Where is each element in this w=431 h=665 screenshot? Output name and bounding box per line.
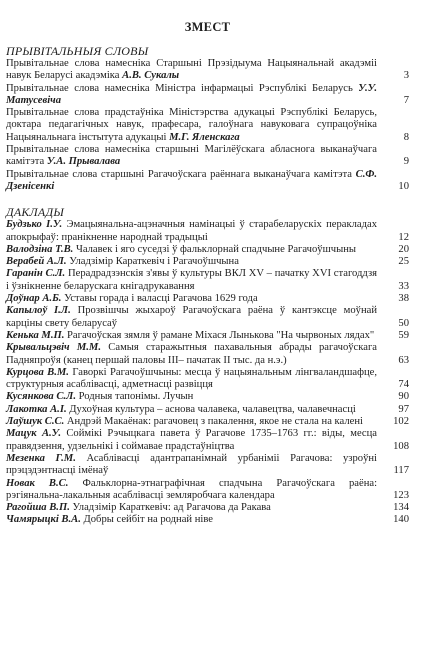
- page-number: 59: [398, 329, 409, 341]
- page-title: ЗМЕСТ: [184, 20, 231, 34]
- reports-heading: ДАКЛАДЫ: [6, 205, 65, 220]
- page-number: 12: [398, 231, 409, 243]
- page-number: 102: [393, 416, 409, 428]
- page-number: 117: [393, 465, 409, 477]
- toc-entry: [6, 268, 409, 293]
- entry-text: [6, 478, 383, 503]
- toc-entry: [6, 453, 409, 478]
- page-number: 7: [403, 94, 409, 106]
- greetings-heading: ПРЫВІТАЛЬНЫЯ СЛОВЫ: [6, 44, 149, 58]
- entry-text: [6, 219, 383, 244]
- page-number: 97: [398, 403, 409, 415]
- entry-text: [6, 144, 383, 169]
- entry-title: Андрэй Макаёнак: рагачовец з пакалення, якое не стала на калені: [66, 416, 363, 428]
- toc-entry: [6, 305, 409, 330]
- toc-entry: [6, 169, 409, 194]
- toc-entry: [6, 58, 409, 83]
- toc-entry: [6, 83, 409, 108]
- toc-entry: [6, 514, 409, 526]
- entry-author: Мацук А.У.: [6, 428, 62, 440]
- entry-author: Доўнар А.Б.: [6, 293, 62, 305]
- entry-text: [6, 305, 383, 330]
- page-number: 38: [398, 293, 409, 305]
- entry-text: [6, 58, 383, 83]
- entry-author: Капылоў І.Л.: [6, 305, 71, 317]
- entry-text: [6, 244, 383, 256]
- entry-title: Соймікі Рэчыцкага павета ў Рагачове 1735–1763 гг.: віды, месца правядзення, удзельнікі і соймавае прадстаўніцтва: [6, 428, 378, 452]
- page-number: 108: [393, 440, 409, 452]
- entry-title: Прывітальнае слова старшыні Рагачоўскага раённага выканаўчага камітэта: [6, 168, 352, 180]
- page-number: 63: [398, 354, 409, 366]
- toc-entry: [6, 367, 409, 392]
- toc-entry: [6, 256, 409, 268]
- reports-list: [6, 219, 409, 526]
- entry-text: [6, 367, 383, 392]
- toc-entry: [6, 478, 409, 503]
- entry-text: [6, 391, 383, 403]
- entry-holder: А.В. Сукалы: [122, 70, 180, 82]
- page-number: 140: [393, 514, 409, 526]
- entry-title: Родныя тапонімы. Лучын: [78, 391, 194, 403]
- toc-entry: [6, 293, 409, 305]
- entry-title: Гаворкі Рагачоўшчыны: месца ў нацыянальным лінгваландшафце, структурныя асаблівасці, адметнасці развіцця: [6, 366, 378, 391]
- entry-author: Кусянкова С.Л.: [6, 391, 76, 403]
- entry-holder: У.А. Прывалава: [46, 156, 121, 168]
- entry-title: Самыя старажытныя пахавальныя абрады рагачоўскага Падняпроўя (канец першай паловы III– пачатак II тыс. да н.э.): [6, 342, 377, 366]
- entry-holder: У.У. Матусевіча: [6, 82, 377, 106]
- entry-author: Лакотка А.І.: [6, 403, 67, 415]
- entry-text: [6, 256, 383, 268]
- entry-text: [6, 514, 383, 526]
- entry-author: Курцова В.М.: [6, 366, 69, 378]
- entry-text: [6, 107, 383, 144]
- toc-entry: [6, 219, 409, 244]
- entry-title: Уладзімір Караткевіч і Рагачоўшчына: [69, 256, 239, 268]
- page-number: 50: [398, 317, 409, 329]
- entry-title: Чалавек і яго суседзі ў фальклорнай спадчыне Рагачоўшчыны: [75, 243, 356, 255]
- entry-text: [6, 416, 383, 428]
- entry-text: [6, 453, 383, 478]
- entry-holder: С.Ф. Дзенісенкі: [6, 168, 378, 192]
- entry-author: Верабей А.Л.: [6, 256, 67, 268]
- entry-title: Уставы горада і валасці Рагачова 1629 года: [64, 293, 258, 305]
- entry-author: Кенька М.П.: [6, 329, 65, 341]
- entry-title: Добры сейбіт на роднай ніве: [83, 514, 213, 526]
- entry-author: Крывальцэвіч М.М.: [6, 342, 102, 354]
- entry-text: [6, 502, 383, 514]
- entry-title: Прывітальнае слова намесніка старшыні Магілёўскага абласнога выканаўчага камітэта: [6, 144, 377, 168]
- toc-entry: [6, 404, 409, 416]
- page-number: 3: [403, 70, 409, 82]
- entry-title: Перадрадзэнскія з'явы ў культуры ВКЛ XV – пачатку XVI стагоддзя і ўзнікненне беларускага кнігадрукавання: [6, 268, 378, 292]
- toc-entry: [6, 391, 409, 403]
- page-number: 123: [393, 489, 409, 501]
- toc-entry: [6, 416, 409, 428]
- page-number: 25: [398, 256, 409, 268]
- entry-text: [6, 268, 383, 293]
- page-number: 134: [393, 502, 409, 514]
- toc-entry: [6, 244, 409, 256]
- entry-title: Уладзімір Караткевіч: ад Рагачова да Ракава: [72, 502, 271, 514]
- entry-title: Прывітальнае слова намесніка Міністра інфармацыі Рэспублікі Беларусь: [6, 82, 353, 94]
- entry-author: Чамярыцкі В.А.: [6, 514, 81, 526]
- entry-author: Лаўшук С.С.: [6, 416, 65, 428]
- page-number: 8: [403, 131, 409, 143]
- greetings-section: [6, 44, 409, 193]
- entry-author: Мезенка Г.М.: [6, 452, 76, 464]
- toc-entry: [6, 144, 409, 169]
- entry-title: Асаблівасці адантрапанімнай урбаніміі Рагачова: узроўні прэцэдэнтнасці імёнаў: [6, 452, 377, 477]
- page-number: 10: [398, 180, 409, 192]
- entry-text: [6, 428, 383, 453]
- entry-author: Гаранін С.Л.: [6, 268, 66, 280]
- toc-entry: [6, 428, 409, 453]
- entry-title: Эмацыянальна-ацэначныя намінацыі ў старабеларускіх перакладах апокрыфаў: пранікненне народнай традыцыі: [6, 219, 378, 243]
- entry-text: [6, 83, 383, 108]
- greetings-list: [6, 58, 409, 193]
- entry-author: Рагойша В.П.: [6, 502, 70, 514]
- page-number: 20: [398, 243, 409, 255]
- reports-section: [6, 205, 409, 526]
- entry-title: Прозвішчы жыхароў Рагачоўскага раёна ў кантэксце моўнай карціны свету беларусаў: [6, 305, 377, 329]
- entry-title: Духоўная культура – аснова чалавека, чалавецтва, чалавечнасці: [69, 403, 356, 415]
- entry-text: [6, 293, 383, 305]
- page-number: 33: [398, 280, 409, 292]
- entry-title: Фальклорна-этнаграфічная спадчына Рагачоўскага раёна: рэгіянальна-лакальныя асаблівасці земляробчага календара: [6, 477, 378, 501]
- page-number: 9: [403, 156, 409, 168]
- entry-text: [6, 342, 383, 367]
- entry-title: Рагачоўская зямля ў рамане Міхася Лынькова "На чырвоных лядах": [67, 329, 375, 341]
- page-number: 90: [398, 391, 409, 403]
- toc-entry: [6, 502, 409, 514]
- entry-title: Прывітальнае слова намесніка Старшыні Прэзідыума Нацыянальнай акадэміі навук Беларусі акадэміка: [6, 58, 377, 82]
- entry-holder: М.Г. Яленскага: [169, 131, 240, 143]
- entry-text: [6, 404, 383, 416]
- entry-author: Новак В.С.: [6, 477, 69, 489]
- toc-entry: [6, 342, 409, 367]
- entry-author: Будзько І.У.: [6, 219, 63, 231]
- entry-text: [6, 169, 383, 194]
- page-number: 74: [398, 379, 409, 391]
- entry-text: [6, 330, 383, 342]
- entry-title: Прывітальнае слова прадстаўніка Міністэрства адукацыі Рэспублікі Беларусь, доктара педагагічных навук, прафесара, галоўнага навуковага супрацоўніка Нацыянальнага інстытута адукацыі: [6, 107, 377, 143]
- toc-entry: [6, 107, 409, 144]
- entry-author: Валодзіна Т.В.: [6, 243, 74, 255]
- toc-entry: [6, 330, 409, 342]
- section-gap: [6, 193, 409, 205]
